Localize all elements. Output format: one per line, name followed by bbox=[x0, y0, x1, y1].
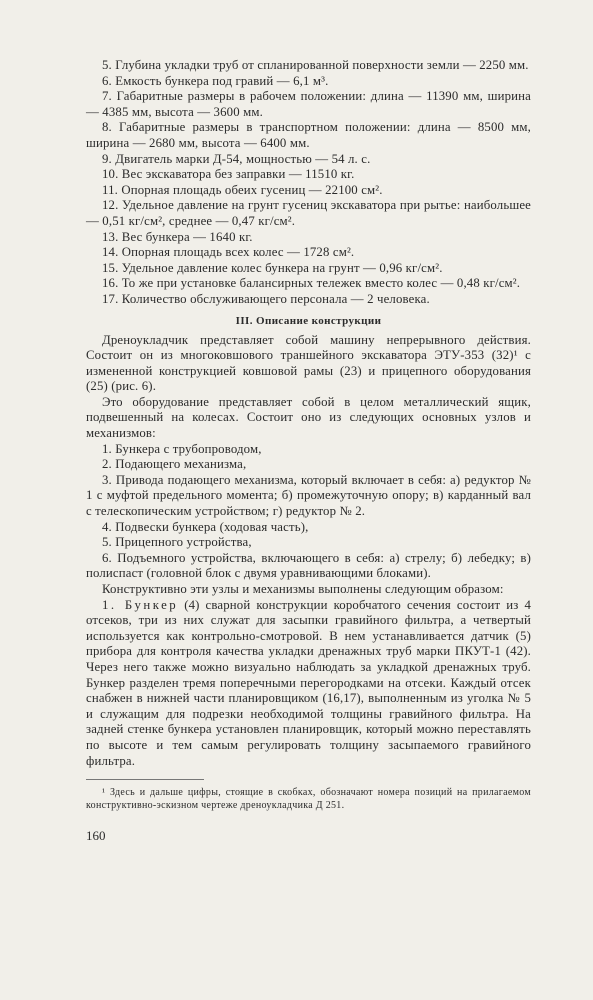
hopper-paragraph bbox=[86, 598, 531, 770]
component-list-item: 3. Привода подающего механизма, который включает в себя: а) редуктор № 1 с муфтой предельного момента; б) промежуточную опору; в) карданный вал с телескопическим устройством; г) редуктор № 2. bbox=[86, 472, 531, 519]
hopper-description: (4) сварной конструкции коробчатого сечения состоит из 4 отсеков, три из них служат для засыпки гравийного фильтра, а четвертый используется как контрольно-смотровой. В нем устанавливается датчик (5) прибора для контроля качества укладки дренажных труб марки ПКУТ-1 (42). Через него также можно визуально наблюдать за укладкой дренажных труб. Бункер разделен тремя поперечными перегородками на отсеки. Каждый отсек снабжен в нижней части планировщиком (16,17), выполненным из уголка № 5 и служащим для подрезки необходимой толщины гравийного фильтра. На задней стенке бункера установлен планировщик, который можно переставлять по высоте и тем самым регулировать толщину засыпаемого гравийного фильтра. bbox=[86, 597, 531, 768]
spec-item-17: 17. Количество обслуживающего персонала — 2 человека. bbox=[102, 291, 430, 306]
section-heading: III. Описание конструкции bbox=[235, 314, 382, 327]
component-list-item: 5. Прицепного устройства, bbox=[102, 535, 252, 550]
spec-item-7: 7. Габаритные размеры в рабочем положении: длина — 11390 мм, ширина — 4385 мм, высота — 3600 мм. bbox=[86, 89, 531, 119]
spec-item-8: 8. Габаритные размеры в транспортном положении: длина — 8500 мм, ширина — 2680 мм, высота — 6400 мм. bbox=[86, 120, 531, 150]
component-list-item: 2. Подающего механизма, bbox=[102, 457, 247, 472]
footnote: ¹ Здесь и дальше цифры, стоящие в скобках, обозначают номера позиций на прилагаемом конструктивно-эскизном чертеже дреноукладчика Д 251. bbox=[86, 787, 531, 812]
equipment-paragraph: Это оборудование представляет собой в целом металлический ящик, подвешенный на колесах. Состоит оно из следующих основных узлов и механизмов: bbox=[86, 394, 531, 441]
spec-item-11: 11. Опорная площадь обеих гусениц — 22100 см². bbox=[102, 182, 383, 197]
spec-item-12: 12. Удельное давление на грунт гусениц экскаватора при рытье: наибольшее — 0,51 кг/см², среднее — 0,47 кг/см². bbox=[86, 198, 531, 228]
spec-item-9: 9. Двигатель марки Д-54, мощностью — 54 л. с. bbox=[102, 151, 371, 166]
page-number: 160 bbox=[86, 828, 106, 844]
intro-paragraph: Дреноукладчик представляет собой машину непрерывного действия. Состоит он из многоковшового траншейного экскаватора ЭТУ-353 (32)¹ с измененной конструкцией ковшовой рамы (23) и прицепного оборудования (25) (рис. 6). bbox=[86, 332, 531, 394]
footnote-divider bbox=[86, 779, 204, 780]
construction-intro-paragraph: Конструктивно эти узлы и механизмы выполнены следующим образом: bbox=[102, 582, 504, 596]
spec-item-15: 15. Удельное давление колес бункера на грунт — 0,96 кг/см². bbox=[102, 260, 443, 275]
component-list-item: 4. Подвески бункера (ходовая часть), bbox=[102, 519, 309, 534]
hopper-term: 1. Бункер bbox=[102, 597, 179, 612]
section-body bbox=[86, 333, 531, 770]
spec-item-13: 13. Вес бункера — 1640 кг. bbox=[102, 229, 253, 244]
component-list-item: 1. Бункера с трубопроводом, bbox=[102, 441, 262, 456]
specifications-list bbox=[86, 58, 531, 308]
spec-item-6: 6. Емкость бункера под гравий — 6,1 м³. bbox=[102, 73, 329, 88]
spec-item-16: 16. То же при установке балансирных тележек вместо колес — 0,48 кг/см². bbox=[102, 276, 521, 291]
spec-item-14: 14. Опорная площадь всех колес — 1728 см². bbox=[102, 245, 355, 260]
component-list-item: 6. Подъемного устройства, включающего в себя: а) стрелу; б) лебедку; в) полиспаст (головной блок с двумя уравнивающими блоками). bbox=[86, 550, 531, 581]
spec-item-10: 10. Вес экскаватора без заправки — 11510 кг. bbox=[102, 167, 355, 182]
spec-item-5: 5. Глубина укладки труб от спланированной поверхности земли — 2250 мм. bbox=[102, 58, 529, 72]
